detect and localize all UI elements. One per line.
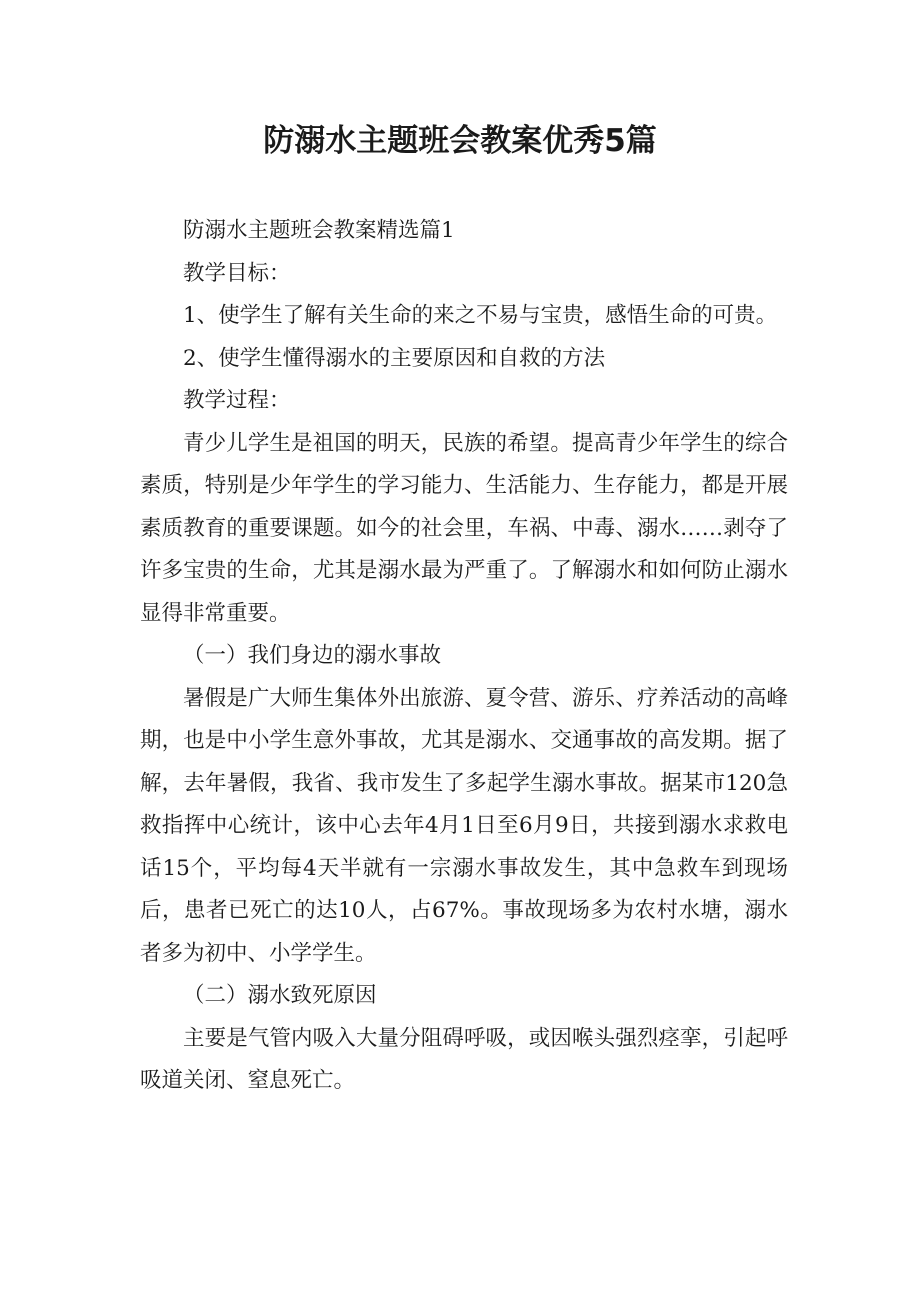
accidents-paragraph: 暑假是广大师生集体外出旅游、夏令营、游乐、疗养活动的高峰期，也是中小学生意外事故，尤其是溺水、交通事故的高发期。据了解，去年暑假，我省、我市发生了多起学生溺水事故。据某市120急救指挥中心统计，该中心去年4月1日至6月9日，共接到溺水求救电话15个，平均每4天半就有一宗溺水事故发生，其中急救车到现场后，患者已死亡的达10人，占67%。事故现场多为农村水塘，溺水者多为初中、小学学生。 xyxy=(140,685,788,966)
subsection-heading-2: （二）溺水致死原因 xyxy=(183,983,377,1008)
subsection-heading-1: （一）我们身边的溺水事故 xyxy=(183,643,442,668)
document-title: 防溺水主题班会教案优秀5篇 xyxy=(263,123,657,159)
teaching-process-heading: 教学过程： xyxy=(183,388,291,413)
goal-item-2: 2、使学生懂得溺水的主要原因和自救的方法 xyxy=(183,345,606,371)
intro-paragraph: 青少儿学生是祖国的明天，民族的希望。提高青少年学生的综合素质，特别是少年学生的学习能力、生活能力、生存能力，都是开展素质教育的重要课题。如今的社会里，车祸、中毒、溺水……剥夺了许多宝贵的生命，尤其是溺水最为严重了。了解溺水和如何防止溺水显得非常重要。 xyxy=(140,430,788,626)
document-body xyxy=(140,210,788,1103)
teaching-goals-heading: 教学目标： xyxy=(183,260,291,286)
goal-item-1: 1、使学生了解有关生命的来之不易与宝贵，感悟生命的可贵。 xyxy=(183,303,778,328)
causes-paragraph: 主要是气管内吸入大量分阻碍呼吸，或因喉头强烈痉挛，引起呼吸道关闭、窒息死亡。 xyxy=(140,1025,788,1093)
section-heading-1: 防溺水主题班会教案精选篇1 xyxy=(183,218,455,243)
